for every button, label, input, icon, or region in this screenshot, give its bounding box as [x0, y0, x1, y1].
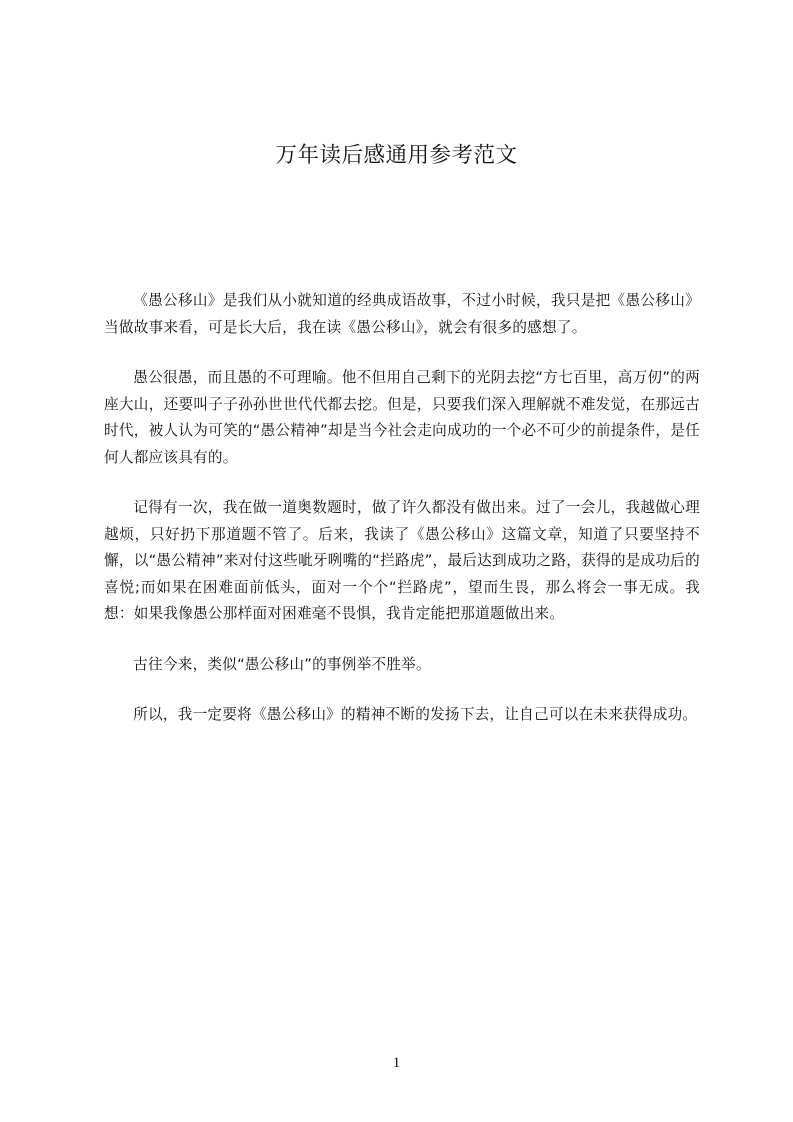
page-number: 1: [392, 1055, 401, 1071]
paragraph-3: 记得有一次，我在做一道奥数题时，做了许久都没有做出来。过了一会儿，我越做心理越烦，只好扔下那道题不管了。后来，我读了《愚公移山》这篇文章，知道了只要坚持不懈，以“愚公精神”来对付这些呲牙咧嘴的“拦路虎”，最后达到成功之路，获得的是成功后的喜悦;而如果在困难面前低头，面对一个个“拦路虎”，望而生畏，那么将会一事无成。我想：如果我像愚公那样面对困难毫不畏惧，我肯定能把那道题做出来。: [104, 499, 700, 622]
paragraph-1: 《愚公移山》是我们从小就知道的经典成语故事，不过小时候，我只是把《愚公移山》当做故事来看，可是长大后，我在读《愚公移山》，就会有很多的感想了。: [104, 292, 700, 336]
paragraph-5: 所以，我一定要将《愚公移山》的精神不断的发扬下去，让自己可以在未来获得成功。: [133, 706, 698, 723]
paragraph-4: 古往今来，类似“愚公移山”的事例举不胜举。: [133, 655, 431, 673]
paragraph-2: 愚公很愚，而且愚的不可理喻。他不但用自己剩下的光阴去挖“方七百里，高万仞”的两座大山，还要叫子子孙孙世世代代都去挖。但是，只要我们深入理解就不难发觉，在那远古时代，被人认为可笑的“愚公精神”却是当今社会走向成功的一个必不可少的前提条件，是任何人都应该具有的。: [104, 369, 700, 466]
document-body: [104, 288, 700, 753]
document-title: 万年读后感通用参考范文: [275, 143, 518, 168]
